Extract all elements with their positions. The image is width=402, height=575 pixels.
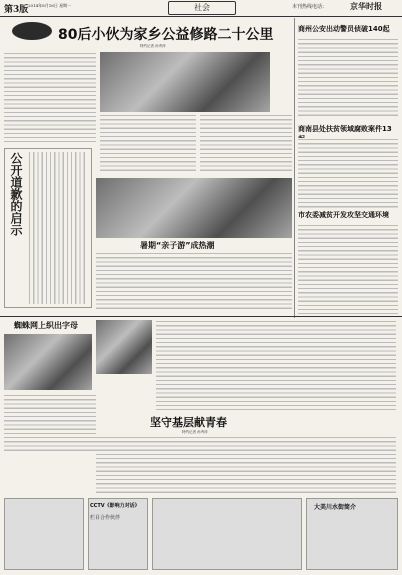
column-body: [28, 152, 88, 304]
side-headline-2: 商南县处扶贫领域腐败案件13: [298, 125, 392, 133]
cctv-ad-sub: 栏目合作伙伴: [90, 515, 121, 521]
feature-headline: 坚守基层献青春: [150, 416, 227, 429]
lead-photo: [100, 52, 270, 112]
side-body-3: [298, 224, 398, 314]
side-body-1: [298, 38, 398, 118]
ad-right-title: 大美川水街简介: [314, 504, 357, 511]
lead-badge-icon: [12, 22, 52, 40]
cctv-ad-title: CCTV《影响力对话》: [90, 503, 140, 509]
page-number: 第3版: [4, 5, 29, 15]
header-hotline: 本刊热线电话：: [292, 4, 328, 10]
spider-headline: 蜘蛛网上织出字母: [14, 321, 78, 330]
newspaper-logo: 京华时报: [350, 2, 382, 11]
ad-left: [4, 498, 84, 570]
feature-body-bottom: [96, 436, 396, 494]
section-divider: [0, 316, 402, 317]
lead-byline: 特约记者 孙秀萍: [140, 44, 166, 48]
main-photo-caption: 暑期“亲子游”成热潮: [140, 241, 215, 250]
spider-photo: [4, 334, 92, 390]
lead-headline: 80后小伙为家乡公益修路二十公里: [58, 27, 274, 43]
feature-photo: [96, 320, 152, 374]
main-photo: [96, 178, 292, 238]
feature-body-top: [156, 320, 396, 410]
right-column-rule: [294, 18, 295, 318]
lead-body-left: [4, 52, 96, 142]
section-label: 社会: [168, 1, 236, 15]
side-headline-1: 商州公安出动警员侦破140起: [298, 25, 390, 33]
feature-byline: 特约记者 孙秀萍: [182, 430, 208, 434]
lead-body-middle: [100, 114, 196, 174]
side-body-2: [298, 138, 398, 208]
side-headline-3: 市农委减贫开发攻坚交通环境: [298, 211, 389, 219]
ad-center: [152, 498, 302, 570]
spider-body: [4, 394, 96, 454]
lead-body-right: [200, 114, 292, 174]
main-photo-body: [96, 252, 292, 312]
header-rule: [0, 16, 402, 17]
column-title: 公开道歉的启示: [9, 152, 23, 236]
header-date: 2014年8月18日 星期一: [28, 3, 72, 8]
